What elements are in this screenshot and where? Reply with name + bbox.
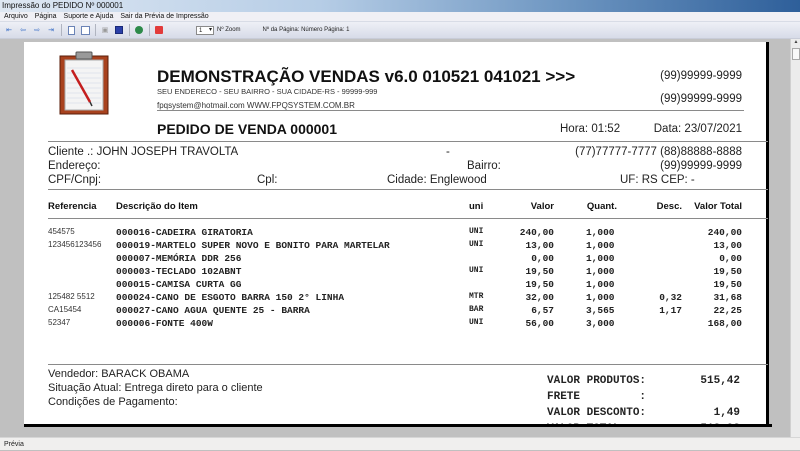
item-uni: BAR (469, 305, 484, 314)
col-referencia: Referencia (48, 201, 97, 212)
total-products-value: 515,42 (700, 375, 740, 387)
item-total: 168,00 (707, 318, 742, 329)
item-quant: 1,000 (586, 253, 615, 264)
client-bairro: Bairro: (467, 160, 501, 172)
item-valor: 6,57 (531, 305, 554, 316)
close-preview-icon[interactable] (154, 25, 164, 35)
item-quant: 1,000 (586, 292, 615, 303)
clipboard-logo-icon (58, 50, 110, 115)
item-quant: 3,000 (586, 318, 615, 329)
item-total: 19,50 (713, 266, 742, 277)
item-uni: UNI (469, 318, 484, 327)
item-desc: 000019-MARTELO SUPER NOVO E BONITO PARA MARTELAR (116, 240, 390, 251)
discount-label: VALOR DESCONTO: (547, 407, 647, 419)
client-uf-cep: UF: RS CEP: - (620, 174, 695, 186)
item-valor: 32,00 (525, 292, 554, 303)
item-valor: 19,50 (525, 279, 554, 290)
page-number-label: Nº da Página: Número Página: 1 (262, 27, 350, 33)
viewport-gap (24, 427, 790, 437)
item-total: 19,50 (713, 279, 742, 290)
menu-pagina[interactable]: Página (34, 13, 57, 20)
company-address: SEU ENDERECO - SEU BAIRRO - SUA CIDADE-RS - 99999-999 (157, 87, 378, 96)
payment-conditions: Condições de Pagamento: (48, 396, 178, 408)
item-ref: 454575 (48, 227, 75, 236)
col-valor-total: Valor Total (694, 201, 742, 212)
preview-viewport (0, 39, 790, 437)
item-desc: 000016-CADEIRA GIRATORIA (116, 227, 253, 238)
print-icon[interactable]: ▣ (101, 27, 109, 34)
col-uni: uni (469, 201, 484, 212)
item-quant: 1,000 (586, 227, 615, 238)
company-contact: fpqsystem@hotmail.com WWW.FPQSYSTEM.COM.BR (157, 101, 355, 110)
item-uni: UNI (469, 240, 484, 249)
toolbar-separator (149, 24, 150, 36)
item-desc: 000006-FONTE 400W (116, 318, 213, 329)
scroll-up-icon[interactable]: ▲ (793, 39, 799, 45)
item-valor: 56,00 (525, 318, 554, 329)
toolbar-separator (129, 24, 130, 36)
toolbar-separator (95, 24, 96, 36)
item-quant: 1,000 (586, 240, 615, 251)
setup-icon[interactable] (114, 25, 124, 35)
item-desc: 000015-CAMISA CURTA GG (116, 279, 242, 290)
client-phone-3: (99)99999-9999 (660, 160, 742, 172)
seller: Vendedor: BARACK OBAMA (48, 368, 190, 380)
status-bar: Prévia (0, 437, 800, 450)
item-valor: 19,50 (525, 266, 554, 277)
zoom-select[interactable]: 1 ▾ (196, 26, 214, 35)
first-page-icon[interactable]: ⇤ (6, 27, 12, 34)
menu-suporte[interactable]: Suporte e Ajuda (63, 13, 114, 20)
item-quant: 1,000 (586, 266, 615, 277)
col-valor: Valor (530, 201, 554, 212)
client-dash: - (446, 146, 450, 158)
item-quant: 3,565 (586, 305, 615, 316)
item-total: 22,25 (713, 305, 742, 316)
current-status: Situação Atual: Entrega direto para o cliente (48, 382, 263, 394)
toolbar (0, 22, 800, 39)
menu-bar (0, 12, 800, 22)
vertical-scrollbar[interactable] (790, 39, 800, 437)
divider (48, 364, 768, 365)
client-phones: (77)77777-7777 (88)88888-8888 (575, 146, 742, 158)
item-desc: 000027-CANO AGUA QUENTE 25 - BARRA (116, 305, 310, 316)
export-icon[interactable] (134, 25, 144, 35)
item-ref: 123456123456 (48, 240, 102, 249)
col-descricao: Descrição do Item (116, 201, 198, 212)
freight-label: FRETE : (547, 391, 647, 403)
item-desc: 000003-TECLADO 102ABNT (116, 266, 242, 277)
client-address: Endereço: (48, 160, 101, 172)
col-quant: Quant. (586, 201, 617, 212)
item-valor: 0,00 (531, 253, 554, 264)
company-phone-1: (99)99999-9999 (660, 70, 742, 82)
toolbar-separator (61, 24, 62, 36)
menu-arquivo[interactable]: Arquivo (4, 13, 28, 20)
order-time: Hora: 01:52 (560, 123, 621, 135)
item-desc: 000024-CANO DE ESGOTO BARRA 150 2° LINHA (116, 292, 345, 303)
company-phone-2: (99)99999-9999 (660, 93, 742, 105)
item-ref: 125482 5512 (48, 292, 95, 301)
item-uni: UNI (469, 266, 484, 275)
item-total: 240,00 (707, 227, 742, 238)
divider (48, 189, 768, 190)
zoom-label: Nº Zoom (217, 27, 241, 33)
scroll-thumb[interactable] (792, 48, 800, 60)
next-page-icon[interactable]: ⇨ (34, 27, 40, 34)
item-desc-val: 1,17 (659, 305, 682, 316)
menu-sair-previa[interactable]: Sair da Prévia de Impressão (120, 13, 209, 20)
divider (48, 141, 768, 142)
item-total: 31,68 (713, 292, 742, 303)
item-desc: 000007-MEMÓRIA DDR 256 (116, 253, 242, 264)
report-page (24, 42, 769, 437)
item-ref: 52347 (48, 318, 71, 327)
total-products-label: VALOR PRODUTOS: (547, 375, 647, 387)
item-total: 13,00 (713, 240, 742, 251)
client-cpl: Cpl: (257, 174, 278, 186)
order-date: Data: 23/07/2021 (653, 123, 742, 135)
last-page-icon[interactable]: ⇥ (48, 27, 54, 34)
item-quant: 1,000 (586, 279, 615, 290)
client-cpf: CPF/Cnpj: (48, 174, 102, 186)
item-uni: MTR (469, 292, 484, 301)
item-total: 0,00 (719, 253, 742, 264)
order-title: PEDIDO DE VENDA 000001 (157, 121, 337, 137)
divider (48, 218, 768, 219)
item-valor: 13,00 (525, 240, 554, 251)
item-valor: 240,00 (519, 227, 554, 238)
client-city: Cidade: Englewood (387, 174, 487, 186)
discount-value: 1,49 (713, 407, 740, 419)
divider (157, 110, 744, 111)
single-page-icon[interactable] (66, 25, 76, 35)
item-ref: CA15454 (48, 305, 82, 314)
client-name: Cliente .: JOHN JOSEPH TRAVOLTA (48, 146, 239, 158)
window-title: Impressão do PEDIDO Nº 000001 (0, 0, 800, 12)
prev-page-icon[interactable]: ⇦ (20, 27, 26, 34)
col-desc: Desc. (656, 201, 682, 212)
company-name: DEMONSTRAÇÃO VENDAS v6.0 010521 041021 >>> (157, 67, 576, 86)
item-uni: UNI (469, 227, 484, 236)
item-desc-val: 0,32 (659, 292, 682, 303)
two-page-icon[interactable] (80, 25, 90, 35)
